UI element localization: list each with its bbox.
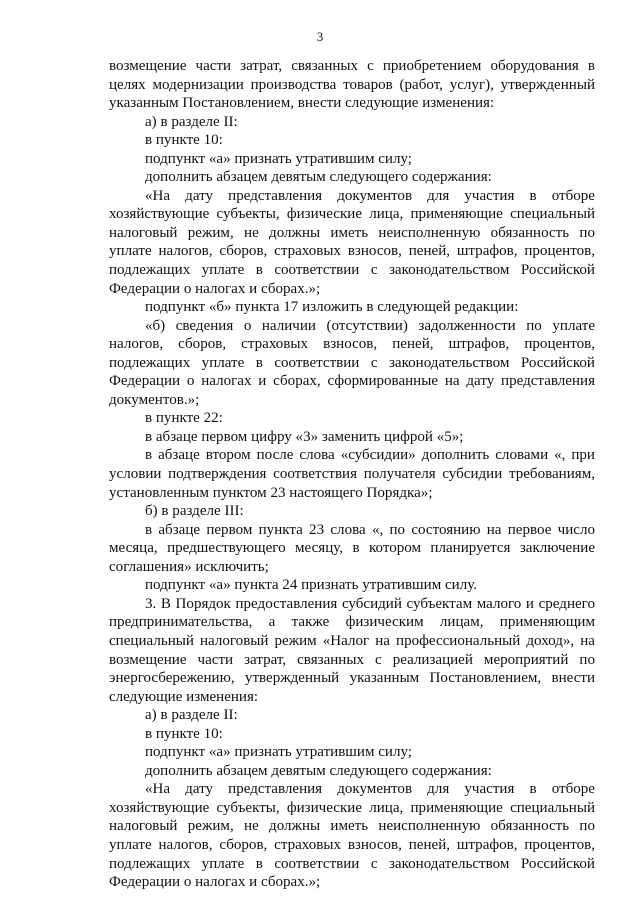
paragraph: в пункте 10: — [145, 132, 223, 149]
paragraph: подпункт «а» признать утратившим силу; — [145, 744, 412, 761]
paragraph: подпункт «а» пункта 24 признать утратившим силу. — [145, 577, 477, 594]
paragraph: в пункте 22: — [145, 410, 223, 427]
paragraph: в абзаце первом пункта 23 слова «, по состоянию на первое число месяца, предшествующего месяцу, в котором планируется заключение соглашения» исключить; — [109, 521, 595, 575]
paragraph: б) в разделе III: — [145, 503, 244, 520]
paragraph: в пункте 10: — [145, 725, 223, 742]
paragraph: «б) сведения о наличии (отсутствии) задолженности по уплате налогов, сборов, страховых взносов, пеней, штрафов, процентов, подлежащих уплате в соответствии с законодательством Российской Федерации о налогах и сборах, сформированные на дату представления документов.»; — [109, 317, 595, 408]
paragraph: подпункт «б» пункта 17 изложить в следующей редакции: — [145, 299, 519, 316]
paragraph: в абзаце втором после слова «субсидии» дополнить словами «, при условии подтверждения соответствия получателя субсидии требованиям, установленным пунктом 23 настоящего Порядка»; — [109, 447, 595, 501]
paragraph: дополнить абзацем девятым следующего содержания: — [145, 762, 492, 779]
paragraph: 3. В Порядок предоставления субсидий субъектам малого и среднего предпринимательства, а также физическим лицам, применяющим специальный налоговый режим «Налог на профессиональный доход», на возмещение части затрат, связанных с реализацией мероприятий по энергосбережению, утвержденный указанным Постановлением, внести следующие изменения: — [109, 595, 595, 705]
paragraph: «На дату представления документов для участия в отборе хозяйствующие субъекты, физические лица, применяющие специальный налоговый режим, не должны иметь неисполненную обязанность по уплате налогов, сборов, страховых взносов, пеней, штрафов, процентов, подлежащих уплате в соответствии с законодательством Российской Федерации о налогах и сборах.»; — [109, 781, 595, 891]
paragraph: а) в разделе II: — [145, 113, 238, 130]
document-body — [109, 57, 595, 892]
paragraph: «На дату представления документов для участия в отборе хозяйствующие субъекты, физические лица, применяющие специальный налоговый режим, не должны иметь неисполненную обязанность по уплате налогов, сборов, страховых взносов, пеней, штрафов, процентов, подлежащих уплате в соответствии с законодательством Российской Федерации о налогах и сборах.»; — [109, 187, 595, 297]
page-number: 3 — [316, 29, 324, 44]
paragraph: а) в разделе II: — [145, 707, 238, 724]
paragraph: дополнить абзацем девятым следующего содержания: — [145, 169, 492, 186]
paragraph: в абзаце первом цифру «3» заменить цифрой «5»; — [145, 428, 464, 445]
paragraph: возмещение части затрат, связанных с приобретением оборудования в целях модернизации производства товаров (работ, услуг), утвержденный указанным Постановлением, внести следующие изменения: — [109, 58, 595, 112]
paragraph: подпункт «а» признать утратившим силу; — [145, 150, 412, 167]
